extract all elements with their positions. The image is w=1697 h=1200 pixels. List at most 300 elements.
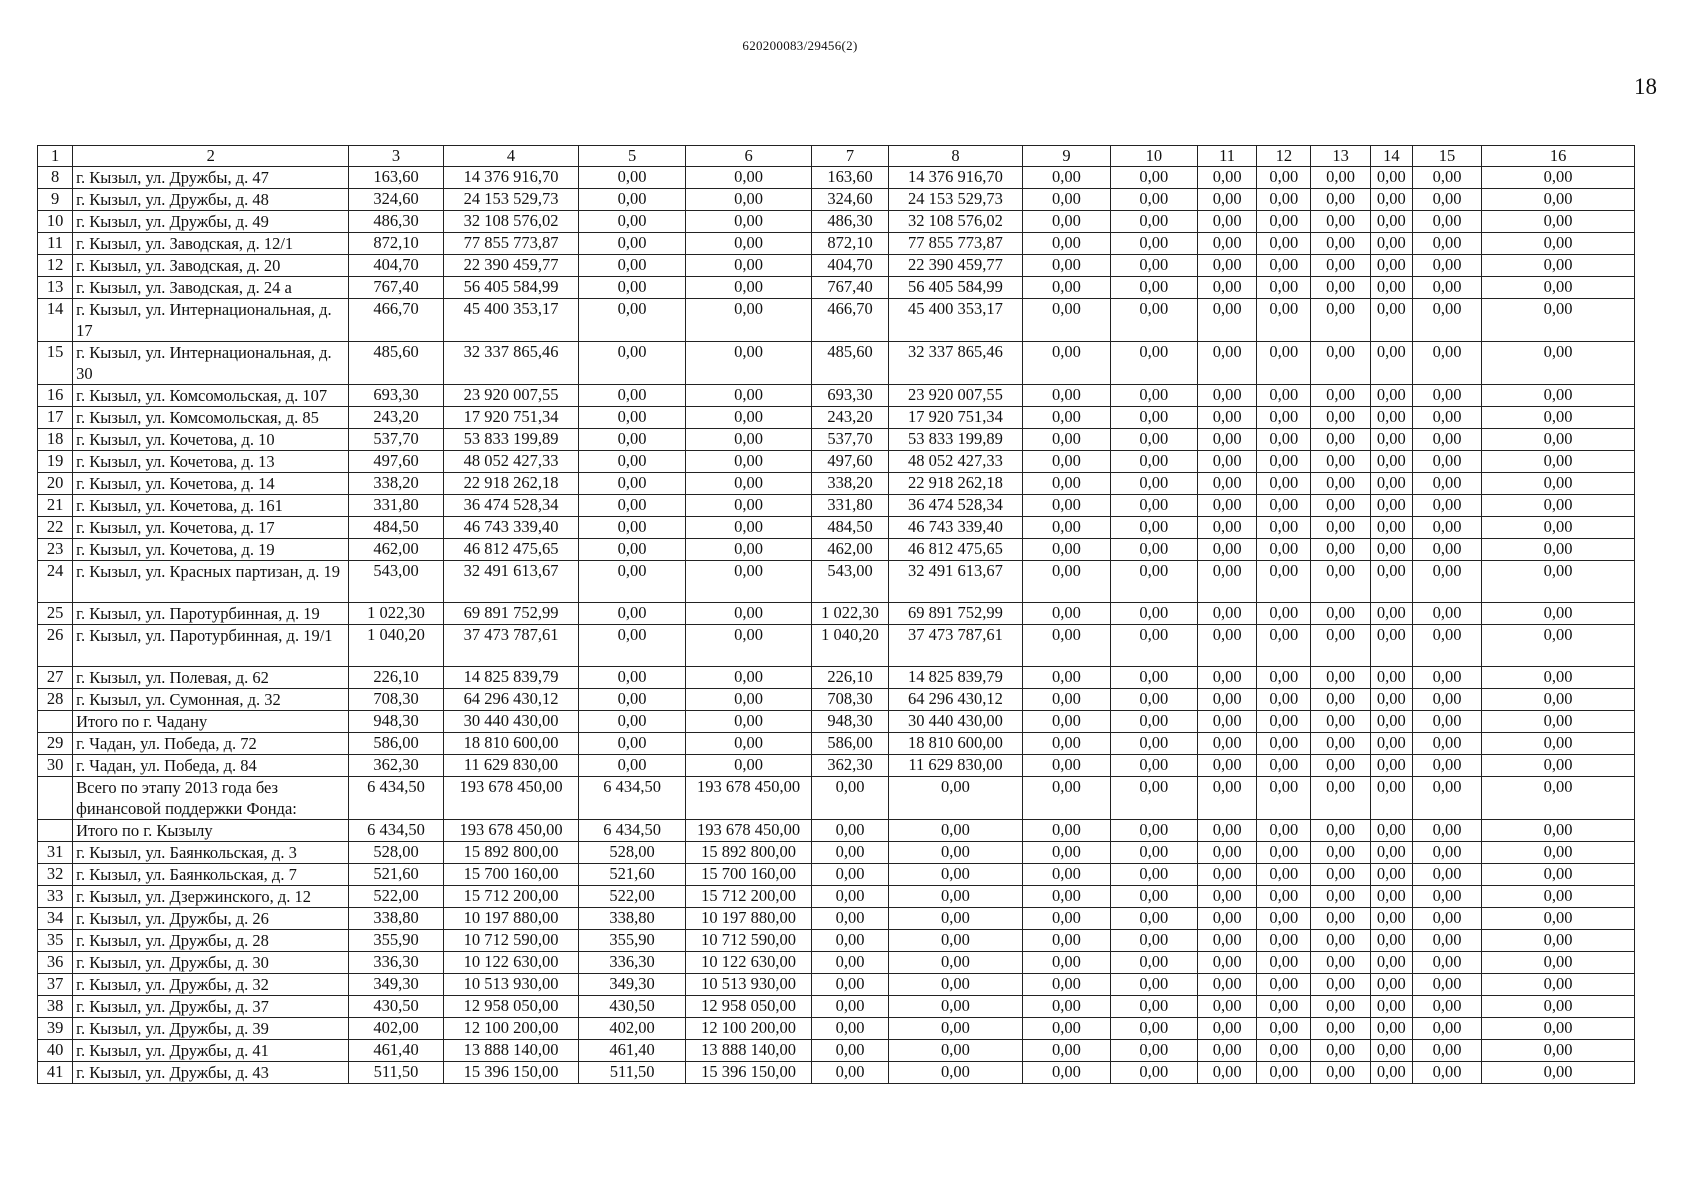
- value-cell: 0,00: [1311, 429, 1370, 451]
- value-cell: 586,00: [812, 733, 888, 755]
- address-cell: г. Кызыл, ул. Дружбы, д. 48: [73, 189, 349, 211]
- column-number: 3: [349, 146, 443, 167]
- value-cell: 0,00: [1412, 407, 1481, 429]
- value-cell: 331,80: [349, 495, 443, 517]
- value-cell: 0,00: [1110, 930, 1197, 952]
- value-cell: 0,00: [1370, 1062, 1412, 1084]
- value-cell: 0,00: [888, 952, 1023, 974]
- value-cell: 0,00: [1482, 820, 1635, 842]
- value-cell: 0,00: [1311, 255, 1370, 277]
- value-cell: 0,00: [1023, 473, 1110, 495]
- value-cell: 708,30: [812, 689, 888, 711]
- value-cell: 30 440 430,00: [888, 711, 1023, 733]
- value-cell: 46 743 339,40: [443, 517, 579, 539]
- value-cell: 0,00: [1110, 820, 1197, 842]
- value-cell: 0,00: [1023, 842, 1110, 864]
- value-cell: 0,00: [685, 233, 812, 255]
- value-cell: 0,00: [685, 167, 812, 189]
- value-cell: 0,00: [1023, 625, 1110, 667]
- row-number: 41: [38, 1062, 73, 1084]
- value-cell: 36 474 528,34: [888, 495, 1023, 517]
- address-cell: г. Кызыл, ул. Дружбы, д. 30: [73, 952, 349, 974]
- value-cell: 0,00: [1370, 495, 1412, 517]
- value-cell: 0,00: [1198, 255, 1257, 277]
- value-cell: 0,00: [1257, 407, 1311, 429]
- value-cell: 0,00: [1023, 451, 1110, 473]
- value-cell: 1 022,30: [812, 603, 888, 625]
- value-cell: 0,00: [685, 473, 812, 495]
- row-number: 15: [38, 342, 73, 385]
- value-cell: 0,00: [579, 255, 685, 277]
- value-cell: 0,00: [1023, 603, 1110, 625]
- value-cell: 0,00: [1023, 189, 1110, 211]
- column-number: 12: [1257, 146, 1311, 167]
- value-cell: 0,00: [1370, 451, 1412, 473]
- value-cell: 362,30: [349, 755, 443, 777]
- value-cell: 48 052 427,33: [888, 451, 1023, 473]
- value-cell: 0,00: [1311, 689, 1370, 711]
- value-cell: 0,00: [1311, 667, 1370, 689]
- value-cell: 0,00: [1311, 517, 1370, 539]
- value-cell: 0,00: [1482, 211, 1635, 233]
- address-cell: г. Кызыл, ул. Кочетова, д. 14: [73, 473, 349, 495]
- value-cell: 355,90: [349, 930, 443, 952]
- value-cell: 0,00: [1023, 407, 1110, 429]
- value-cell: 0,00: [1482, 689, 1635, 711]
- value-cell: 0,00: [1370, 167, 1412, 189]
- value-cell: 0,00: [1482, 451, 1635, 473]
- value-cell: 0,00: [1257, 711, 1311, 733]
- row-number: 22: [38, 517, 73, 539]
- value-cell: 0,00: [812, 974, 888, 996]
- row-number: [38, 777, 73, 820]
- value-cell: 48 052 427,33: [443, 451, 579, 473]
- value-cell: 0,00: [1311, 233, 1370, 255]
- value-cell: 15 712 200,00: [443, 886, 579, 908]
- value-cell: 948,30: [812, 711, 888, 733]
- value-cell: 0,00: [1412, 342, 1481, 385]
- value-cell: 0,00: [1311, 625, 1370, 667]
- value-cell: 0,00: [1110, 517, 1197, 539]
- value-cell: 0,00: [1023, 561, 1110, 603]
- value-cell: 0,00: [1311, 820, 1370, 842]
- value-cell: 0,00: [579, 429, 685, 451]
- value-cell: 0,00: [812, 864, 888, 886]
- row-number: 35: [38, 930, 73, 952]
- row-number: 12: [38, 255, 73, 277]
- table-body: [38, 146, 1635, 1084]
- value-cell: 14 825 839,79: [443, 667, 579, 689]
- value-cell: 0,00: [1198, 667, 1257, 689]
- value-cell: 0,00: [1370, 974, 1412, 996]
- value-cell: 77 855 773,87: [443, 233, 579, 255]
- row-number: 33: [38, 886, 73, 908]
- column-number: 2: [73, 146, 349, 167]
- value-cell: 0,00: [1370, 277, 1412, 299]
- value-cell: 0,00: [1257, 561, 1311, 603]
- value-cell: 0,00: [1257, 1018, 1311, 1040]
- value-cell: 485,60: [349, 342, 443, 385]
- value-cell: 0,00: [888, 820, 1023, 842]
- value-cell: 0,00: [1198, 407, 1257, 429]
- value-cell: 0,00: [1023, 908, 1110, 930]
- row-number: 13: [38, 277, 73, 299]
- value-cell: 0,00: [1311, 930, 1370, 952]
- value-cell: 0,00: [1311, 711, 1370, 733]
- value-cell: 0,00: [1023, 711, 1110, 733]
- value-cell: 0,00: [1412, 908, 1481, 930]
- value-cell: 331,80: [812, 495, 888, 517]
- value-cell: 0,00: [1311, 1062, 1370, 1084]
- value-cell: 0,00: [1198, 167, 1257, 189]
- value-cell: 0,00: [1257, 233, 1311, 255]
- value-cell: 15 892 800,00: [685, 842, 812, 864]
- column-number: 11: [1198, 146, 1257, 167]
- value-cell: 0,00: [1023, 864, 1110, 886]
- table-row: [38, 342, 1635, 385]
- value-cell: 0,00: [812, 777, 888, 820]
- row-number: [38, 820, 73, 842]
- value-cell: 36 474 528,34: [443, 495, 579, 517]
- row-number: 8: [38, 167, 73, 189]
- value-cell: 0,00: [1257, 1040, 1311, 1062]
- value-cell: 0,00: [1412, 299, 1481, 342]
- table-row: [38, 625, 1635, 667]
- value-cell: 17 920 751,34: [888, 407, 1023, 429]
- value-cell: 10 513 930,00: [443, 974, 579, 996]
- value-cell: 0,00: [1257, 886, 1311, 908]
- value-cell: 243,20: [812, 407, 888, 429]
- value-cell: 486,30: [812, 211, 888, 233]
- table-row: [38, 189, 1635, 211]
- value-cell: 0,00: [685, 385, 812, 407]
- value-cell: 0,00: [1257, 539, 1311, 561]
- value-cell: 0,00: [1311, 755, 1370, 777]
- value-cell: 32 108 576,02: [443, 211, 579, 233]
- row-number: 25: [38, 603, 73, 625]
- value-cell: 338,20: [349, 473, 443, 495]
- value-cell: 0,00: [1257, 667, 1311, 689]
- value-cell: 64 296 430,12: [443, 689, 579, 711]
- value-cell: 193 678 450,00: [443, 777, 579, 820]
- value-cell: 0,00: [1412, 385, 1481, 407]
- value-cell: 13 888 140,00: [685, 1040, 812, 1062]
- value-cell: 56 405 584,99: [888, 277, 1023, 299]
- value-cell: 0,00: [1482, 167, 1635, 189]
- value-cell: 0,00: [888, 908, 1023, 930]
- row-number: 38: [38, 996, 73, 1018]
- value-cell: 0,00: [579, 277, 685, 299]
- value-cell: 0,00: [812, 842, 888, 864]
- value-cell: 10 122 630,00: [443, 952, 579, 974]
- value-cell: 0,00: [1110, 233, 1197, 255]
- value-cell: 0,00: [685, 733, 812, 755]
- value-cell: 522,00: [579, 886, 685, 908]
- value-cell: 0,00: [1110, 539, 1197, 561]
- value-cell: 6 434,50: [579, 820, 685, 842]
- value-cell: 0,00: [1482, 755, 1635, 777]
- value-cell: 0,00: [812, 930, 888, 952]
- value-cell: 0,00: [1311, 886, 1370, 908]
- value-cell: 0,00: [1412, 1062, 1481, 1084]
- table-row: [38, 473, 1635, 495]
- table-row: [38, 255, 1635, 277]
- address-cell: г. Кызыл, ул. Дружбы, д. 28: [73, 930, 349, 952]
- value-cell: 693,30: [349, 385, 443, 407]
- table-row: [38, 842, 1635, 864]
- column-number: 14: [1370, 146, 1412, 167]
- value-cell: 0,00: [1370, 711, 1412, 733]
- value-cell: 0,00: [1370, 1040, 1412, 1062]
- value-cell: 0,00: [1110, 451, 1197, 473]
- value-cell: 0,00: [1023, 342, 1110, 385]
- value-cell: 0,00: [1198, 996, 1257, 1018]
- value-cell: 0,00: [1412, 451, 1481, 473]
- value-cell: 0,00: [1311, 539, 1370, 561]
- address-cell: г. Кызыл, ул. Дружбы, д. 49: [73, 211, 349, 233]
- value-cell: 0,00: [1482, 1018, 1635, 1040]
- value-cell: 12 958 050,00: [685, 996, 812, 1018]
- value-cell: 0,00: [579, 451, 685, 473]
- value-cell: 0,00: [1198, 820, 1257, 842]
- value-cell: 0,00: [1023, 1018, 1110, 1040]
- row-number: 23: [38, 539, 73, 561]
- value-cell: 0,00: [1412, 625, 1481, 667]
- value-cell: 0,00: [1198, 429, 1257, 451]
- value-cell: 338,80: [579, 908, 685, 930]
- row-number: 37: [38, 974, 73, 996]
- value-cell: 0,00: [685, 561, 812, 603]
- table-row: [38, 820, 1635, 842]
- value-cell: 30 440 430,00: [443, 711, 579, 733]
- value-cell: 0,00: [685, 517, 812, 539]
- value-cell: 0,00: [1370, 777, 1412, 820]
- value-cell: 0,00: [579, 342, 685, 385]
- value-cell: 466,70: [349, 299, 443, 342]
- row-number: [38, 711, 73, 733]
- value-cell: 0,00: [1110, 561, 1197, 603]
- value-cell: 0,00: [1257, 603, 1311, 625]
- value-cell: 0,00: [1412, 886, 1481, 908]
- value-cell: 0,00: [1257, 996, 1311, 1018]
- value-cell: 0,00: [1110, 255, 1197, 277]
- address-cell: г. Кызыл, ул. Баянкольская, д. 7: [73, 864, 349, 886]
- value-cell: 0,00: [1023, 689, 1110, 711]
- value-cell: 0,00: [1412, 1018, 1481, 1040]
- value-cell: 0,00: [1257, 277, 1311, 299]
- value-cell: 0,00: [1257, 974, 1311, 996]
- value-cell: 13 888 140,00: [443, 1040, 579, 1062]
- value-cell: 324,60: [812, 189, 888, 211]
- value-cell: 22 390 459,77: [888, 255, 1023, 277]
- value-cell: 0,00: [1257, 625, 1311, 667]
- value-cell: 0,00: [1482, 625, 1635, 667]
- value-cell: 0,00: [1412, 952, 1481, 974]
- value-cell: 0,00: [1412, 473, 1481, 495]
- address-cell: г. Кызыл, ул. Сумонная, д. 32: [73, 689, 349, 711]
- value-cell: 0,00: [1198, 1062, 1257, 1084]
- value-cell: 1 040,20: [812, 625, 888, 667]
- value-cell: 0,00: [1110, 1062, 1197, 1084]
- value-cell: 0,00: [1110, 299, 1197, 342]
- address-cell: г. Кызыл, ул. Комсомольская, д. 107: [73, 385, 349, 407]
- column-number: 8: [888, 146, 1023, 167]
- address-cell: г. Кызыл, ул. Кочетова, д. 13: [73, 451, 349, 473]
- table-row: [38, 561, 1635, 603]
- value-cell: 0,00: [888, 1062, 1023, 1084]
- address-cell: Всего по этапу 2013 года без финансовой поддержки Фонда:: [73, 777, 349, 820]
- value-cell: 163,60: [812, 167, 888, 189]
- value-cell: 0,00: [1023, 952, 1110, 974]
- value-cell: 0,00: [1482, 299, 1635, 342]
- value-cell: 6 434,50: [349, 820, 443, 842]
- value-cell: 0,00: [1198, 733, 1257, 755]
- value-cell: 10 197 880,00: [443, 908, 579, 930]
- value-cell: 0,00: [1482, 974, 1635, 996]
- value-cell: 0,00: [1023, 517, 1110, 539]
- value-cell: 0,00: [685, 255, 812, 277]
- value-cell: 0,00: [685, 429, 812, 451]
- value-cell: 0,00: [579, 407, 685, 429]
- value-cell: 0,00: [1311, 603, 1370, 625]
- row-number: 36: [38, 952, 73, 974]
- value-cell: 0,00: [1370, 930, 1412, 952]
- value-cell: 0,00: [1257, 189, 1311, 211]
- value-cell: 0,00: [888, 930, 1023, 952]
- table-row: [38, 451, 1635, 473]
- value-cell: 404,70: [349, 255, 443, 277]
- value-cell: 0,00: [1023, 277, 1110, 299]
- value-cell: 0,00: [1257, 820, 1311, 842]
- value-cell: 0,00: [579, 689, 685, 711]
- value-cell: 0,00: [1257, 842, 1311, 864]
- address-cell: Итого по г. Чадану: [73, 711, 349, 733]
- value-cell: 0,00: [1311, 473, 1370, 495]
- table-row: [38, 755, 1635, 777]
- value-cell: 0,00: [579, 733, 685, 755]
- value-cell: 0,00: [1482, 1040, 1635, 1062]
- value-cell: 193 678 450,00: [685, 777, 812, 820]
- value-cell: 462,00: [812, 539, 888, 561]
- value-cell: 0,00: [1482, 886, 1635, 908]
- value-cell: 0,00: [1370, 689, 1412, 711]
- value-cell: 12 958 050,00: [443, 996, 579, 1018]
- value-cell: 0,00: [1412, 974, 1481, 996]
- value-cell: 522,00: [349, 886, 443, 908]
- value-cell: 0,00: [1110, 342, 1197, 385]
- value-cell: 0,00: [1198, 711, 1257, 733]
- value-cell: 767,40: [812, 277, 888, 299]
- value-cell: 0,00: [1110, 211, 1197, 233]
- address-cell: г. Кызыл, ул. Паротурбинная, д. 19: [73, 603, 349, 625]
- row-number: 39: [38, 1018, 73, 1040]
- address-cell: г. Кызыл, ул. Кочетова, д. 17: [73, 517, 349, 539]
- value-cell: 0,00: [1198, 561, 1257, 603]
- value-cell: 0,00: [1198, 539, 1257, 561]
- value-cell: 0,00: [1370, 667, 1412, 689]
- value-cell: 0,00: [1311, 864, 1370, 886]
- value-cell: 528,00: [349, 842, 443, 864]
- value-cell: 0,00: [1198, 864, 1257, 886]
- row-number: 29: [38, 733, 73, 755]
- value-cell: 0,00: [812, 1018, 888, 1040]
- value-cell: 0,00: [1482, 429, 1635, 451]
- value-cell: 511,50: [349, 1062, 443, 1084]
- column-number: 7: [812, 146, 888, 167]
- value-cell: 0,00: [1257, 864, 1311, 886]
- value-cell: 0,00: [1412, 167, 1481, 189]
- value-cell: 226,10: [349, 667, 443, 689]
- value-cell: 586,00: [349, 733, 443, 755]
- value-cell: 0,00: [685, 755, 812, 777]
- value-cell: 497,60: [812, 451, 888, 473]
- value-cell: 0,00: [1110, 1018, 1197, 1040]
- value-cell: 528,00: [579, 842, 685, 864]
- table-row: [38, 299, 1635, 342]
- value-cell: 537,70: [349, 429, 443, 451]
- value-cell: 0,00: [1198, 495, 1257, 517]
- value-cell: 0,00: [579, 539, 685, 561]
- address-cell: г. Кызыл, ул. Баянкольская, д. 3: [73, 842, 349, 864]
- value-cell: 0,00: [1110, 1040, 1197, 1062]
- value-cell: 0,00: [1412, 864, 1481, 886]
- value-cell: 0,00: [812, 820, 888, 842]
- value-cell: 0,00: [1023, 429, 1110, 451]
- value-cell: 0,00: [1257, 930, 1311, 952]
- value-cell: 0,00: [1482, 277, 1635, 299]
- value-cell: 0,00: [1311, 167, 1370, 189]
- value-cell: 521,60: [579, 864, 685, 886]
- row-number: 20: [38, 473, 73, 495]
- column-number: 9: [1023, 146, 1110, 167]
- value-cell: 0,00: [1110, 733, 1197, 755]
- value-cell: 0,00: [812, 1040, 888, 1062]
- value-cell: 0,00: [1023, 299, 1110, 342]
- value-cell: 0,00: [1311, 1018, 1370, 1040]
- value-cell: 46 743 339,40: [888, 517, 1023, 539]
- address-cell: г. Кызыл, ул. Дружбы, д. 39: [73, 1018, 349, 1040]
- value-cell: 0,00: [579, 495, 685, 517]
- value-cell: 0,00: [1023, 1040, 1110, 1062]
- value-cell: 0,00: [1482, 385, 1635, 407]
- value-cell: 243,20: [349, 407, 443, 429]
- value-cell: 948,30: [349, 711, 443, 733]
- value-cell: 0,00: [1257, 689, 1311, 711]
- value-cell: 0,00: [1412, 930, 1481, 952]
- value-cell: 0,00: [1257, 473, 1311, 495]
- column-number: 16: [1482, 146, 1635, 167]
- value-cell: 0,00: [1110, 429, 1197, 451]
- value-cell: 0,00: [1311, 385, 1370, 407]
- value-cell: 0,00: [888, 996, 1023, 1018]
- address-cell: г. Кызыл, ул. Комсомольская, д. 85: [73, 407, 349, 429]
- value-cell: 0,00: [1110, 277, 1197, 299]
- value-cell: 0,00: [1311, 1040, 1370, 1062]
- row-number: 19: [38, 451, 73, 473]
- value-cell: 10 712 590,00: [443, 930, 579, 952]
- value-cell: 0,00: [1110, 974, 1197, 996]
- table-row: [38, 667, 1635, 689]
- table-row: [38, 908, 1635, 930]
- value-cell: 69 891 752,99: [888, 603, 1023, 625]
- value-cell: 32 108 576,02: [888, 211, 1023, 233]
- value-cell: 0,00: [1023, 667, 1110, 689]
- page-number: 18: [1634, 74, 1657, 99]
- table-row: [38, 689, 1635, 711]
- value-cell: 349,30: [349, 974, 443, 996]
- value-cell: 0,00: [1198, 189, 1257, 211]
- value-cell: 0,00: [1311, 211, 1370, 233]
